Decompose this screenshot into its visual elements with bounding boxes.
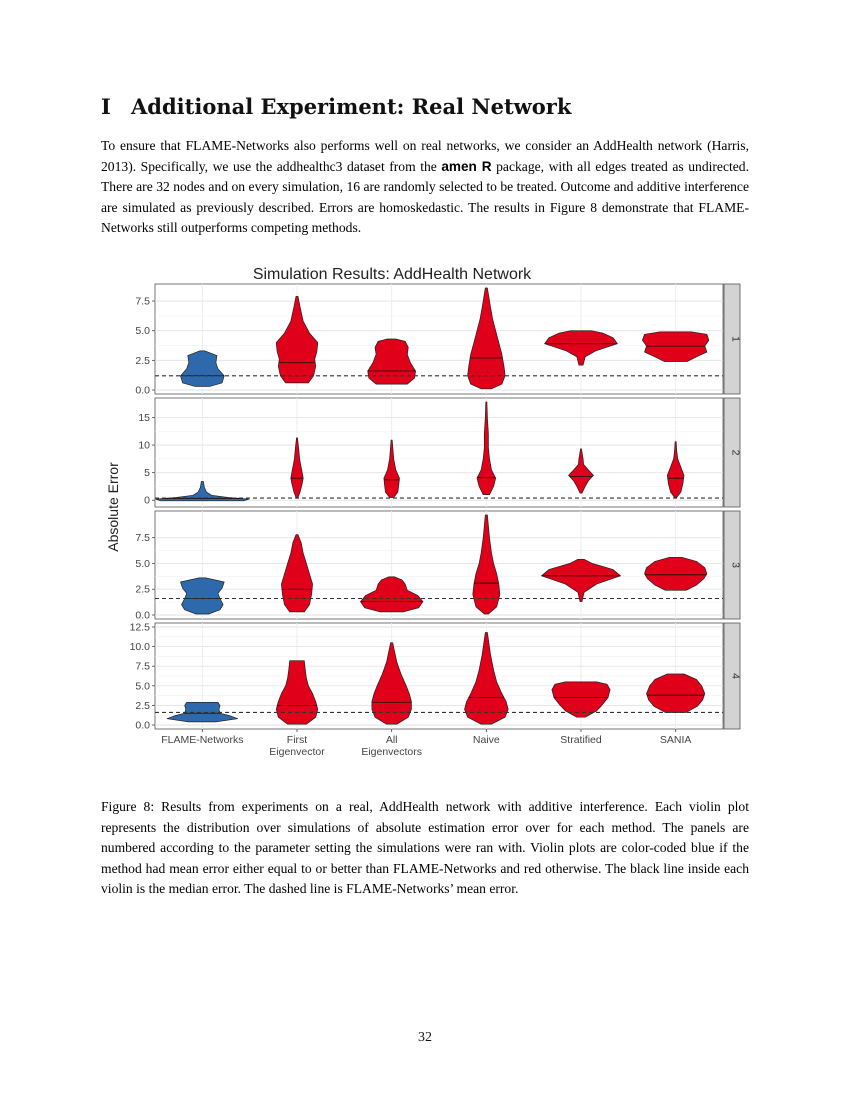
x-tick-label [361, 734, 422, 758]
panel-3 [135, 511, 741, 622]
intro-paragraph [101, 136, 749, 239]
package-name: amen R [441, 158, 492, 174]
x-tick-label-line: First [286, 734, 308, 746]
y-tick-label: 0 [144, 494, 150, 507]
y-tick-label: 5 [144, 467, 150, 480]
page-number: 32 [418, 1030, 432, 1045]
panel-4 [130, 622, 742, 732]
facet-strip-label: 3 [729, 562, 742, 568]
y-tick-label: 0.0 [135, 609, 150, 622]
x-tick-label [161, 734, 243, 746]
facet-strip-label: 4 [729, 673, 742, 679]
panel-background [155, 511, 723, 619]
panel-1 [135, 284, 741, 397]
facet-strip-label: 2 [729, 449, 742, 456]
figure-caption: Figure 8: Results from experiments on a real, AddHealth network with additive interference. Each violin plot represents the distribution over simulations of absolute estimation error over for each method. The panels are numbered according to the parameter setting the simulations were ran with. Violin plots are color-coded blue if the method had mean error either equal to or better than FLAME-Networks and red otherwise. The black line inside each violin is the median error. The dashed line is FLAME-Networks’ mean error. [101, 799, 749, 896]
y-tick-label: 0.0 [135, 719, 150, 732]
section-heading [101, 94, 761, 119]
x-tick-label-line: Stratified [560, 734, 602, 746]
y-tick-label: 2.5 [135, 354, 150, 367]
y-tick-label: 7.5 [135, 295, 150, 308]
y-axis-label: Absolute Error [105, 462, 121, 552]
x-tick-label-line: All [385, 734, 398, 746]
y-tick-label: 5.0 [135, 680, 150, 693]
y-tick-label: 7.5 [135, 532, 150, 545]
section-number: I [101, 94, 111, 119]
y-tick-label: 2.5 [135, 699, 150, 712]
section-title: Additional Experiment: Real Network [131, 94, 572, 119]
x-tick-label-line: FLAME-Networks [161, 734, 244, 746]
x-tick-label [660, 734, 692, 746]
y-tick-label: 12.5 [129, 621, 150, 634]
x-tick-label [473, 734, 500, 746]
y-tick-label: 5.0 [135, 325, 150, 338]
violin-figure [100, 258, 750, 763]
x-tick-label-line: Eigenvector [269, 746, 325, 758]
violin-sania [647, 674, 705, 713]
panel-2 [138, 398, 741, 507]
x-tick-label [560, 734, 602, 746]
violin-flame-networks [181, 578, 225, 614]
y-tick-label: 7.5 [135, 660, 150, 673]
chart-title: Simulation Results: AddHealth Network [252, 266, 532, 283]
y-tick-label: 10.0 [129, 641, 150, 654]
y-tick-label: 0.0 [135, 384, 150, 397]
facet-strip-label: 1 [729, 336, 742, 342]
panel-background [155, 398, 723, 507]
y-tick-label: 2.5 [135, 583, 150, 596]
intro-text-part2: package, with all edges treated as undirected. There are 32 nodes and on every simulation, 16 are randomly selected to be treated. Outcome and additive interference are simulated as previously described. Errors are homoskedastic. The results in Figure 8 demonstrate that FLAME-Networks still outperforms competing methods. [101, 158, 749, 235]
x-tick-label [269, 734, 325, 758]
x-tick-label-line: Naive [472, 734, 500, 746]
x-tick-label-line: SANIA [659, 734, 692, 746]
x-tick-label-line: Eigenvectors [361, 746, 423, 758]
panel-background [155, 284, 723, 394]
y-tick-label: 10 [138, 439, 150, 452]
y-tick-label: 5.0 [135, 557, 150, 570]
y-tick-label: 15 [138, 411, 150, 424]
intro-text-part1: To ensure that FLAME-Networks also performs well on real networks, we consider an AddHealth network (Harris, 2013). Specifically, we use the addhealthc3 dataset from the [101, 138, 749, 174]
